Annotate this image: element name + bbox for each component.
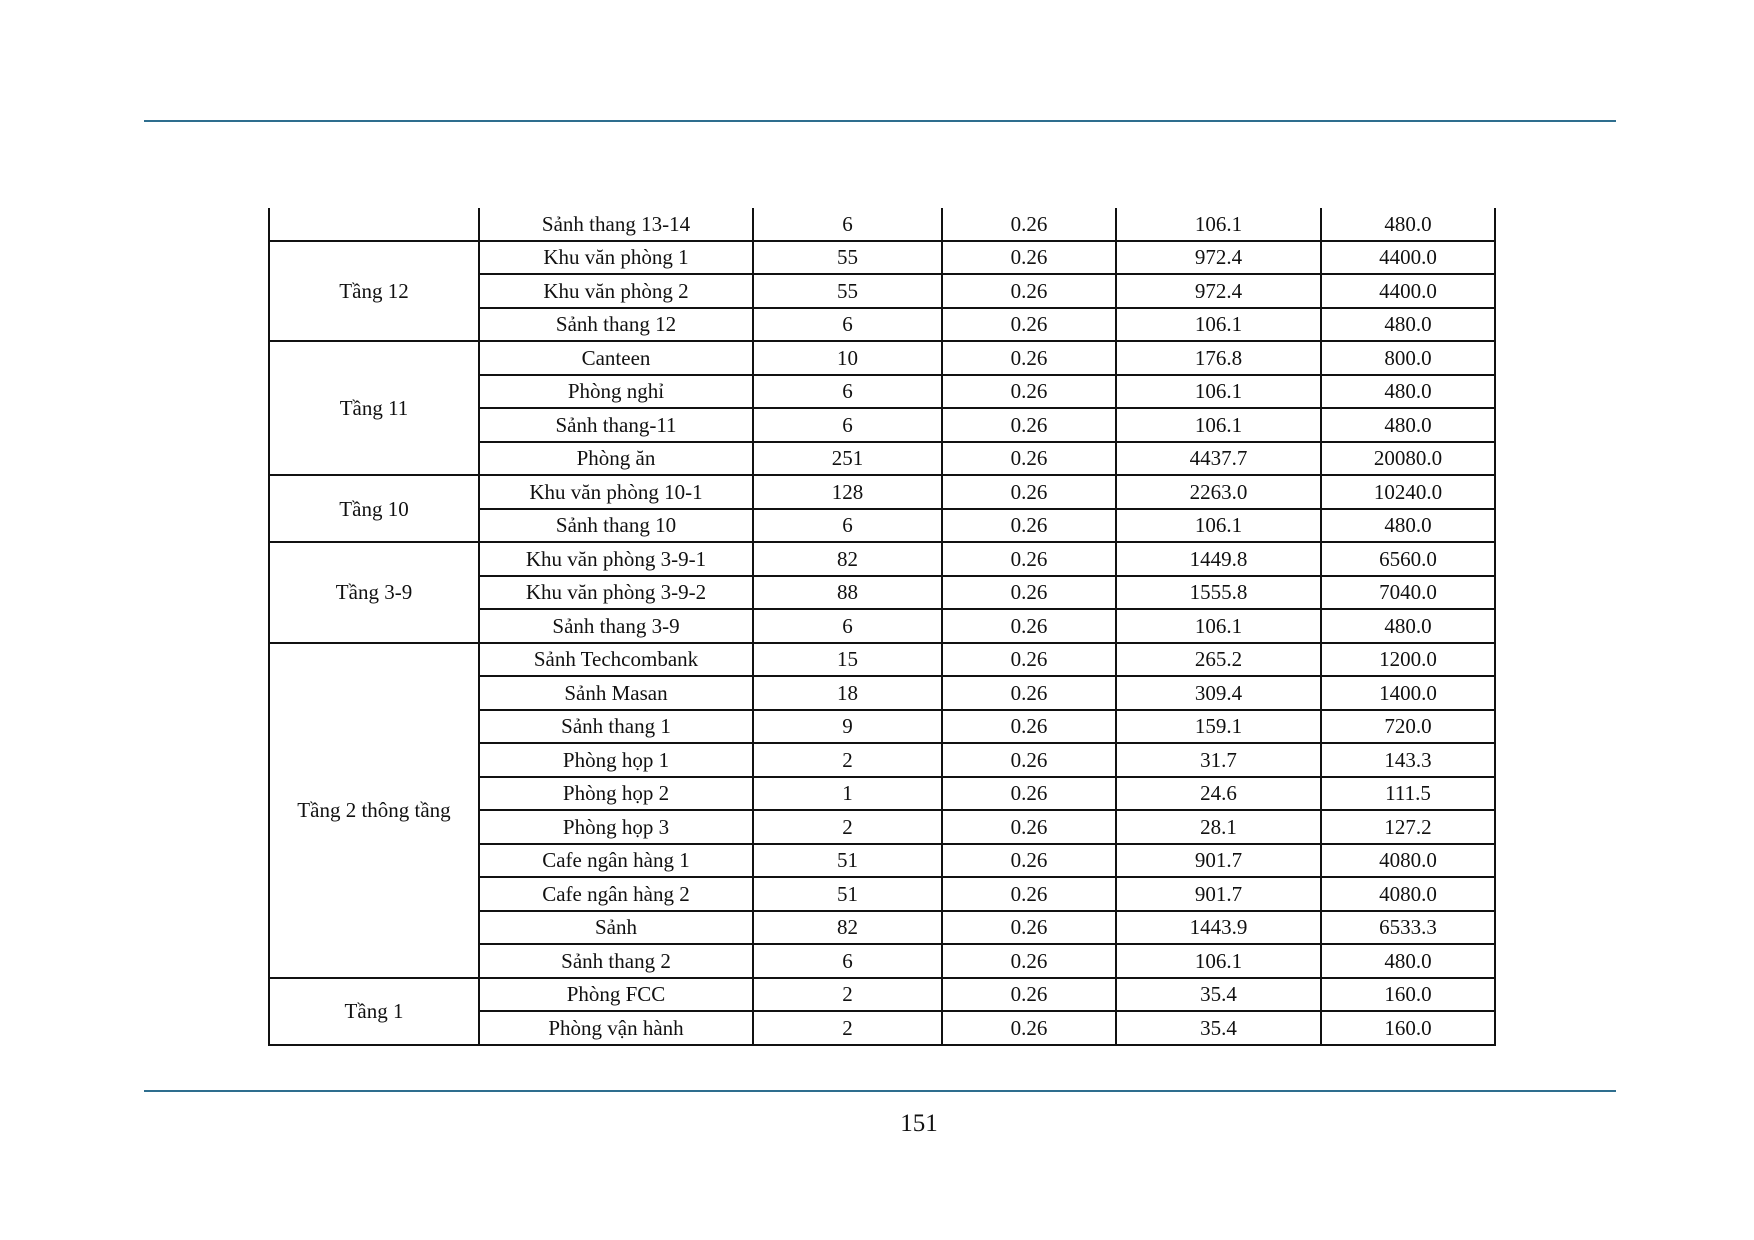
room-name-cell: Phòng họp 2: [479, 777, 753, 811]
value-b-cell: 4080.0: [1321, 844, 1495, 878]
factor-cell: 0.26: [942, 475, 1116, 509]
value-b-cell: 480.0: [1321, 609, 1495, 643]
table-body: [269, 208, 1495, 1045]
value-b-cell: 480.0: [1321, 308, 1495, 342]
value-a-cell: 159.1: [1116, 710, 1321, 744]
floor-label: Tầng 3-9: [269, 542, 479, 643]
occupancy-cell: 6: [753, 944, 942, 978]
value-a-cell: 1555.8: [1116, 576, 1321, 610]
room-name-cell: Phòng ăn: [479, 442, 753, 476]
value-b-cell: 4400.0: [1321, 241, 1495, 275]
factor-cell: 0.26: [942, 777, 1116, 811]
factor-cell: 0.26: [942, 877, 1116, 911]
occupancy-cell: 82: [753, 542, 942, 576]
factor-cell: 0.26: [942, 308, 1116, 342]
table-row: [269, 475, 1495, 509]
occupancy-cell: 10: [753, 341, 942, 375]
header-rule: [144, 120, 1616, 122]
room-name-cell: Sảnh Techcombank: [479, 643, 753, 677]
factor-cell: 0.26: [942, 375, 1116, 409]
occupancy-cell: 88: [753, 576, 942, 610]
value-a-cell: 106.1: [1116, 408, 1321, 442]
occupancy-cell: 51: [753, 877, 942, 911]
value-a-cell: 106.1: [1116, 944, 1321, 978]
factor-cell: 0.26: [942, 743, 1116, 777]
value-a-cell: 1443.9: [1116, 911, 1321, 945]
occupancy-cell: 2: [753, 1011, 942, 1045]
room-name-cell: Phòng FCC: [479, 978, 753, 1012]
occupancy-cell: 2: [753, 978, 942, 1012]
value-b-cell: 127.2: [1321, 810, 1495, 844]
room-name-cell: Sảnh thang 13-14: [479, 208, 753, 241]
factor-cell: 0.26: [942, 576, 1116, 610]
value-b-cell: 480.0: [1321, 408, 1495, 442]
value-b-cell: 143.3: [1321, 743, 1495, 777]
occupancy-cell: 128: [753, 475, 942, 509]
value-b-cell: 6560.0: [1321, 542, 1495, 576]
value-a-cell: 24.6: [1116, 777, 1321, 811]
floor-label: Tầng 12: [269, 241, 479, 342]
value-a-cell: 106.1: [1116, 375, 1321, 409]
room-name-cell: Phòng họp 3: [479, 810, 753, 844]
value-b-cell: 160.0: [1321, 1011, 1495, 1045]
table-row: [269, 978, 1495, 1012]
floor-label: Tầng 2 thông tầng: [269, 643, 479, 978]
occupancy-cell: 6: [753, 308, 942, 342]
value-b-cell: 4400.0: [1321, 274, 1495, 308]
value-b-cell: 800.0: [1321, 341, 1495, 375]
room-name-cell: Sảnh thang 3-9: [479, 609, 753, 643]
factor-cell: 0.26: [942, 609, 1116, 643]
occupancy-cell: 1: [753, 777, 942, 811]
value-a-cell: 176.8: [1116, 341, 1321, 375]
occupancy-cell: 2: [753, 810, 942, 844]
room-name-cell: Khu văn phòng 2: [479, 274, 753, 308]
value-a-cell: 106.1: [1116, 609, 1321, 643]
floor-label: [269, 208, 479, 241]
factor-cell: 0.26: [942, 208, 1116, 241]
table-row: [269, 208, 1495, 241]
room-name-cell: Khu văn phòng 3-9-2: [479, 576, 753, 610]
factor-cell: 0.26: [942, 442, 1116, 476]
value-a-cell: 265.2: [1116, 643, 1321, 677]
room-name-cell: Cafe ngân hàng 1: [479, 844, 753, 878]
value-b-cell: 480.0: [1321, 208, 1495, 241]
occupancy-cell: 6: [753, 208, 942, 241]
room-name-cell: Phòng họp 1: [479, 743, 753, 777]
value-a-cell: 972.4: [1116, 241, 1321, 275]
factor-cell: 0.26: [942, 643, 1116, 677]
factor-cell: 0.26: [942, 241, 1116, 275]
occupancy-cell: 55: [753, 241, 942, 275]
occupancy-cell: 6: [753, 509, 942, 543]
value-a-cell: 2263.0: [1116, 475, 1321, 509]
factor-cell: 0.26: [942, 341, 1116, 375]
factor-cell: 0.26: [942, 944, 1116, 978]
value-b-cell: 111.5: [1321, 777, 1495, 811]
value-a-cell: 1449.8: [1116, 542, 1321, 576]
factor-cell: 0.26: [942, 810, 1116, 844]
occupancy-cell: 6: [753, 609, 942, 643]
room-name-cell: Khu văn phòng 1: [479, 241, 753, 275]
factor-cell: 0.26: [942, 676, 1116, 710]
occupancy-cell: 55: [753, 274, 942, 308]
factor-cell: 0.26: [942, 844, 1116, 878]
value-a-cell: 106.1: [1116, 208, 1321, 241]
occupancy-cell: 18: [753, 676, 942, 710]
table-row: [269, 241, 1495, 275]
table-row: [269, 542, 1495, 576]
value-a-cell: 972.4: [1116, 274, 1321, 308]
value-b-cell: 10240.0: [1321, 475, 1495, 509]
room-name-cell: Canteen: [479, 341, 753, 375]
room-name-cell: Sảnh Masan: [479, 676, 753, 710]
value-a-cell: 28.1: [1116, 810, 1321, 844]
room-name-cell: Sảnh thang 12: [479, 308, 753, 342]
floor-label: Tầng 10: [269, 475, 479, 542]
value-a-cell: 35.4: [1116, 978, 1321, 1012]
occupancy-cell: 251: [753, 442, 942, 476]
data-table: [268, 208, 1496, 1046]
value-b-cell: 6533.3: [1321, 911, 1495, 945]
value-b-cell: 20080.0: [1321, 442, 1495, 476]
footer-rule: [144, 1090, 1616, 1092]
room-name-cell: Sảnh thang 10: [479, 509, 753, 543]
occupancy-cell: 82: [753, 911, 942, 945]
room-name-cell: Sảnh thang 1: [479, 710, 753, 744]
value-a-cell: 106.1: [1116, 509, 1321, 543]
value-b-cell: 7040.0: [1321, 576, 1495, 610]
room-name-cell: Phòng nghỉ: [479, 375, 753, 409]
room-name-cell: Sảnh: [479, 911, 753, 945]
factor-cell: 0.26: [942, 408, 1116, 442]
occupancy-cell: 6: [753, 408, 942, 442]
value-b-cell: 480.0: [1321, 944, 1495, 978]
factor-cell: 0.26: [942, 509, 1116, 543]
value-a-cell: 4437.7: [1116, 442, 1321, 476]
table-row: [269, 341, 1495, 375]
factor-cell: 0.26: [942, 542, 1116, 576]
floor-label: Tầng 11: [269, 341, 479, 475]
value-a-cell: 901.7: [1116, 844, 1321, 878]
value-a-cell: 106.1: [1116, 308, 1321, 342]
occupancy-cell: 2: [753, 743, 942, 777]
factor-cell: 0.26: [942, 1011, 1116, 1045]
floor-label: Tầng 1: [269, 978, 479, 1045]
occupancy-cell: 15: [753, 643, 942, 677]
factor-cell: 0.26: [942, 978, 1116, 1012]
occupancy-cell: 51: [753, 844, 942, 878]
value-a-cell: 35.4: [1116, 1011, 1321, 1045]
value-b-cell: 4080.0: [1321, 877, 1495, 911]
value-b-cell: 1200.0: [1321, 643, 1495, 677]
value-a-cell: 31.7: [1116, 743, 1321, 777]
room-name-cell: Phòng vận hành: [479, 1011, 753, 1045]
value-a-cell: 901.7: [1116, 877, 1321, 911]
page-number: 151: [900, 1110, 938, 1137]
factor-cell: 0.26: [942, 710, 1116, 744]
value-b-cell: 1400.0: [1321, 676, 1495, 710]
room-name-cell: Khu văn phòng 3-9-1: [479, 542, 753, 576]
factor-cell: 0.26: [942, 274, 1116, 308]
value-b-cell: 720.0: [1321, 710, 1495, 744]
value-a-cell: 309.4: [1116, 676, 1321, 710]
table-row: [269, 643, 1495, 677]
occupancy-cell: 6: [753, 375, 942, 409]
room-name-cell: Cafe ngân hàng 2: [479, 877, 753, 911]
occupancy-cell: 9: [753, 710, 942, 744]
room-name-cell: Sảnh thang 2: [479, 944, 753, 978]
value-b-cell: 480.0: [1321, 375, 1495, 409]
value-b-cell: 160.0: [1321, 978, 1495, 1012]
factor-cell: 0.26: [942, 911, 1116, 945]
room-name-cell: Khu văn phòng 10-1: [479, 475, 753, 509]
value-b-cell: 480.0: [1321, 509, 1495, 543]
room-name-cell: Sảnh thang-11: [479, 408, 753, 442]
